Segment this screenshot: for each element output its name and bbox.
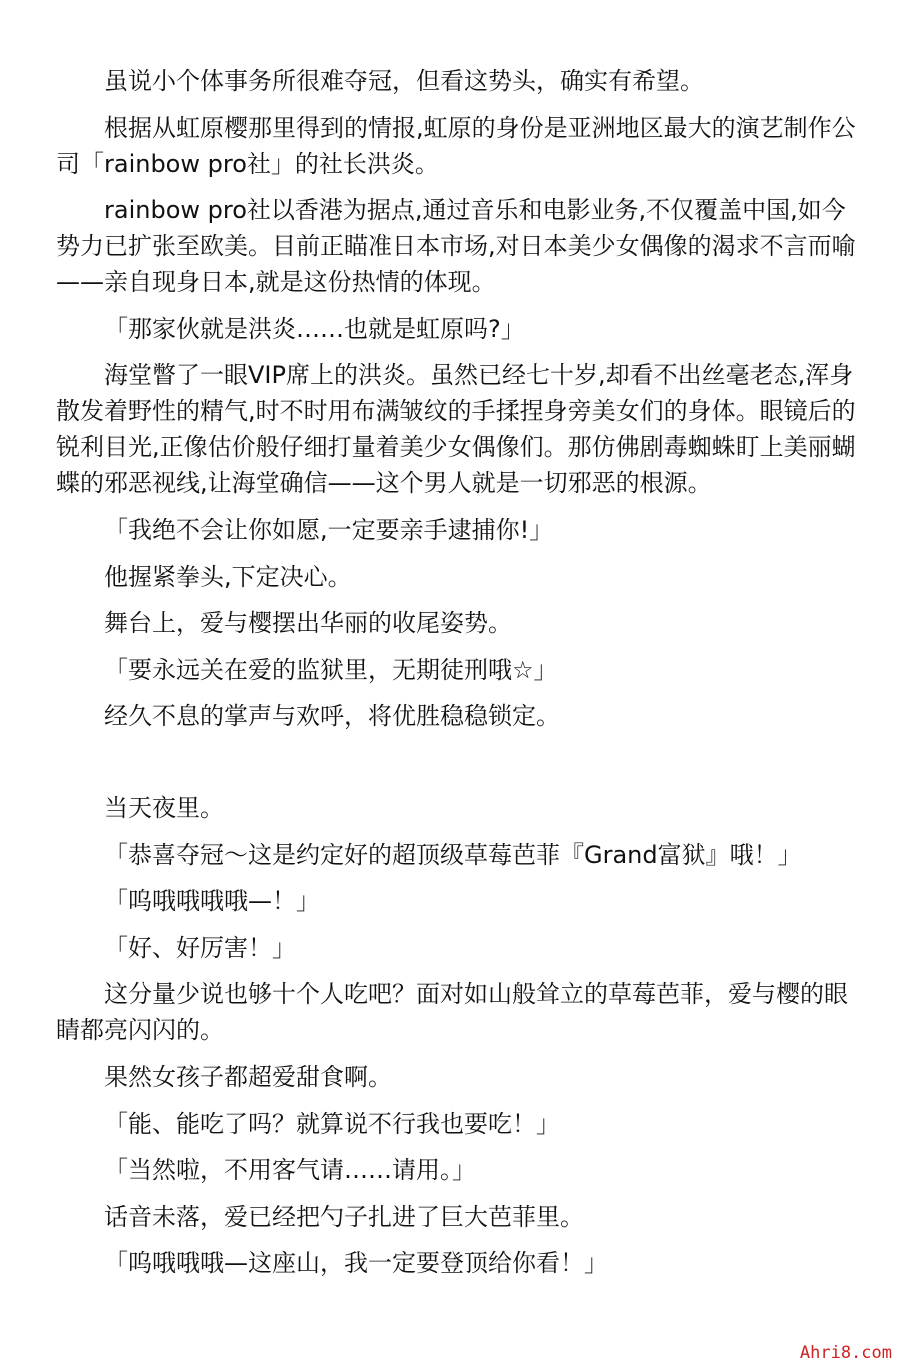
paragraph: 这分量少说也够十个人吃吧？面对如山般耸立的草莓芭菲，爱与樱的眼睛都亮闪闪的。 xyxy=(56,980,848,1045)
paragraph: 果然女孩子都超爱甜食啊。 xyxy=(104,1062,392,1091)
paragraph: 「好、好厉害！」 xyxy=(104,933,296,962)
paragraph: 「呜哦哦哦哦—！」 xyxy=(104,887,320,916)
paragraph: 「呜哦哦哦—这座山，我一定要登顶给你看！」 xyxy=(104,1249,608,1278)
paragraph: 话音未落，爱已经把勺子扎进了巨大芭菲里。 xyxy=(104,1202,584,1231)
paragraph: 当天夜里。 xyxy=(104,793,224,822)
paragraph: 「当然啦，不用客气请……请用。」 xyxy=(104,1156,476,1185)
paragraph: 「能、能吃了吗？就算说不行我也要吃！」 xyxy=(104,1109,560,1138)
paragraph: 海堂瞥了一眼VIP席上的洪炎。虽然已经七十岁,却看不出丝毫老态,浑身散发着野性的精气,时不时用布满皱纹的手揉捏身旁美女们的身体。眼镜后的锐利目光,正像估价般仔细打量着美少女偶像们。那仿佛剧毒蜘蛛盯上美丽蝴蝶的邪恶视线,让海堂确信——这个男人就是一切邪恶的根源。 xyxy=(56,361,856,498)
paragraph: 他握紧拳头,下定决心。 xyxy=(104,562,352,591)
paragraph: rainbow pro社以香港为据点,通过音乐和电影业务,不仅覆盖中国,如今势力已扩张至欧美。目前正瞄准日本市场,对日本美少女偶像的渴求不言而喻——亲自现身日本,就是这份热情的体现。 xyxy=(56,196,856,297)
paragraph: 虽说小个体事务所很难夺冠，但看这势头，确实有希望。 xyxy=(104,67,704,95)
section-break xyxy=(56,745,856,790)
paragraph: 经久不息的掌声与欢呼，将优胜稳稳锁定。 xyxy=(104,702,560,731)
paragraph: 「那家伙就是洪炎……也就是虹原吗?」 xyxy=(104,314,525,343)
paragraph: 「要永远关在爱的监狱里，无期徒刑哦☆」 xyxy=(104,655,558,684)
watermark-text: Ahri8.com xyxy=(799,1343,892,1363)
document-page xyxy=(56,63,856,1292)
paragraph: 根据从虹原樱那里得到的情报,虹原的身份是亚洲地区最大的演艺制作公司「rainbow pro社」的社长洪炎。 xyxy=(56,113,856,178)
paragraph: 「恭喜夺冠～这是约定好的超顶级草莓芭菲『Grand富狱』哦！」 xyxy=(104,840,802,869)
paragraph: 舞台上，爱与樱摆出华丽的收尾姿势。 xyxy=(104,609,512,638)
paragraph: 「我绝不会让你如愿,一定要亲手逮捕你!」 xyxy=(104,515,554,544)
